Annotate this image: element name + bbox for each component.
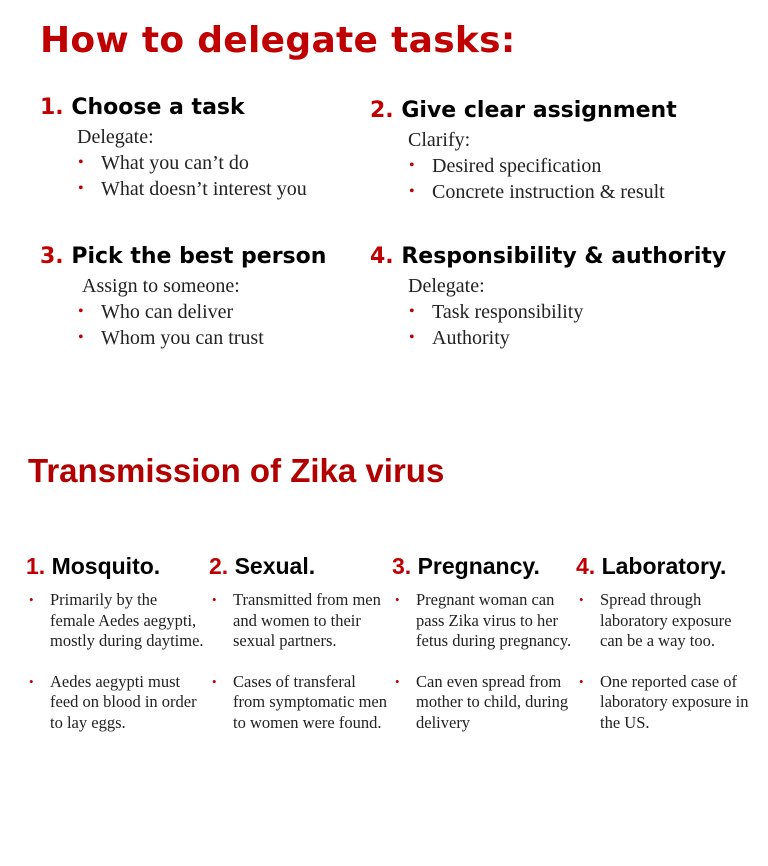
bullet-item: • Who can deliver [77,299,326,325]
bullet-item: • One reported case of laboratory exposure in the US. [576,672,756,734]
route-number: 4. [576,553,596,579]
route-title: Sexual. [234,553,316,579]
task-heading [370,97,677,125]
route-number: 3. [392,553,412,579]
task-title: Pick the best person [71,244,327,269]
bullet-item: • Transmitted from men and women to their sexual partners. [209,590,389,652]
route-bullets [576,590,756,734]
route-number: 1. [26,553,46,579]
zika-title: Transmission of Zika virus [28,452,445,489]
bullet-item: • Primarily by the female Aedes aegypti, mostly during daytime. [26,590,206,652]
task-number: 2. [370,98,394,123]
route-title: Laboratory. [601,553,727,579]
bullet-item: • What you can’t do [77,150,307,176]
task-3 [40,243,326,351]
bullet-item: • What doesn’t interest you [77,176,307,202]
route-laboratory [576,550,756,754]
task-1 [40,94,307,202]
route-bullets [209,590,389,734]
bullet-item: • Can even spread from mother to child, during delivery [392,672,572,734]
task-intro: Delegate: [77,126,154,148]
task-heading [370,243,726,271]
bullet-item: • Cases of transferal from symptomatic men to women were found. [209,672,389,734]
route-heading [209,550,389,582]
bullet-item: • Authority [408,325,726,351]
bullet-item: • Spread through laboratory exposure can be a way too. [576,590,756,652]
task-intro: Delegate: [408,275,485,297]
bullet-item: • Aedes aegypti must feed on blood in order to lay eggs. [26,672,206,734]
delegate-title: How to delegate tasks: [40,20,516,61]
task-2 [370,97,677,205]
task-bullets [408,299,726,351]
route-title: Mosquito. [51,553,161,579]
route-bullets [392,590,572,734]
task-number: 3. [40,244,64,269]
route-mosquito [26,550,206,754]
task-heading [40,94,307,122]
route-heading [576,550,756,582]
bullet-item: • Concrete instruction & result [408,179,677,205]
task-4 [370,243,726,351]
route-title: Pregnancy. [417,553,540,579]
route-bullets [26,590,206,734]
route-number: 2. [209,553,229,579]
bullet-item: • Pregnant woman can pass Zika virus to her fetus during pregnancy. [392,590,572,652]
route-heading [26,550,206,582]
task-number: 4. [370,244,394,269]
task-intro: Clarify: [408,129,471,151]
bullet-item: • Desired specification [408,153,677,179]
task-title: Responsibility & authority [401,244,727,269]
bullet-item: • Task responsibility [408,299,726,325]
task-title: Give clear assignment [401,98,677,123]
task-bullets [408,153,677,205]
task-intro: Assign to someone: [82,275,240,297]
route-pregnancy [392,550,572,754]
task-title: Choose a task [71,95,245,120]
route-heading [392,550,572,582]
route-sexual [209,550,389,754]
task-bullets [77,299,326,351]
task-bullets [77,150,307,202]
task-heading [40,243,326,271]
bullet-item: • Whom you can trust [77,325,326,351]
task-number: 1. [40,95,64,120]
